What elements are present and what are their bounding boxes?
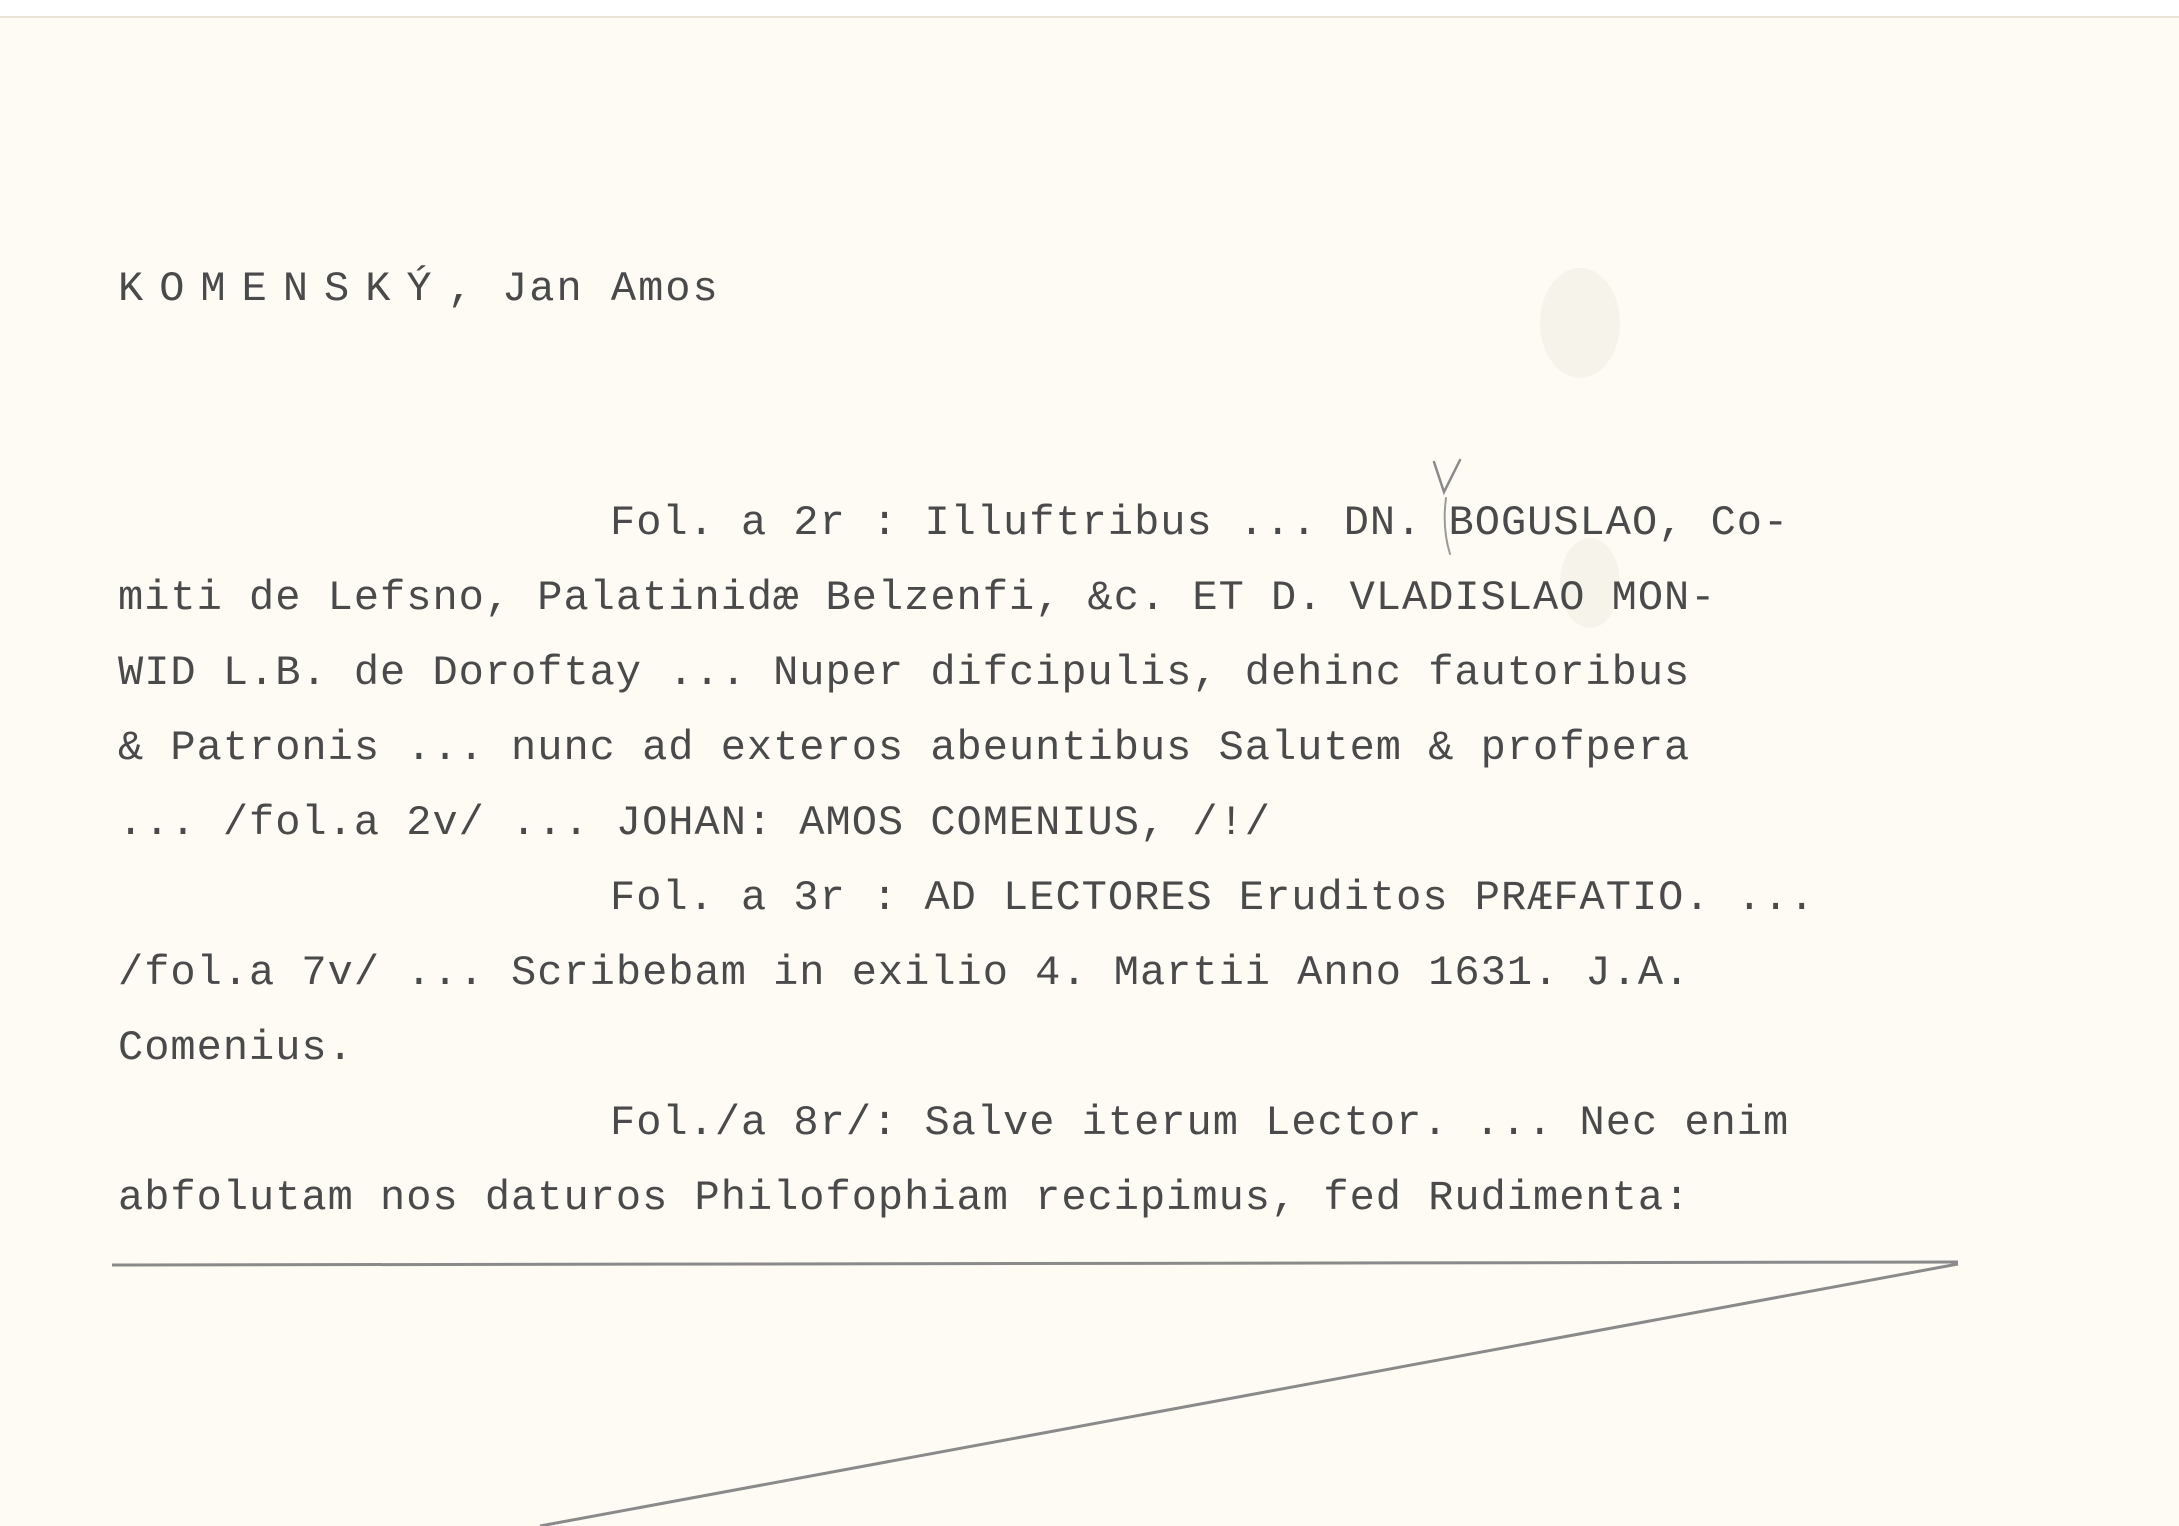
- heading-separator: ,: [447, 265, 475, 313]
- author-given-names: Jan Amos: [502, 265, 720, 313]
- text-line: Fol. a 3r : AD LECTORES Eruditos PRÆFATIO. ...: [610, 874, 1816, 922]
- text-line: abfolutam nos daturos Philofophiam recipimus, fed Rudimenta:: [118, 1174, 1691, 1222]
- text-line: miti de Lefsno, Palatinidæ Belzenfi, &c. ET D. VLADISLAO MON-: [118, 574, 1717, 622]
- text-line: ... /fol.a 2v/ ... JOHAN: AMOS COMENIUS, /!/: [118, 799, 1271, 847]
- pencil-rule-lines: [0, 18, 2179, 1526]
- text-line: Fol./a 8r/: Salve iterum Lector. ... Nec enim: [610, 1099, 1790, 1147]
- author-surname: KOMENSKÝ: [118, 265, 448, 313]
- diagonal-rule: [540, 1264, 1958, 1526]
- text-line: Comenius.: [118, 1024, 354, 1072]
- underline-rule: [112, 1262, 1958, 1265]
- text-line: Fol. a 2r : Illuftribus ... DN. BOGUSLAO, Co-: [610, 499, 1790, 547]
- text-line: & Patronis ... nunc ad exteros abeuntibus Salutem & profpera: [118, 724, 1691, 772]
- catalog-card: [0, 16, 2179, 1526]
- text-line: WID L.B. de Doroftay ... Nuper difcipulis, dehinc fautoribus: [118, 649, 1691, 697]
- text-line: /fol.a 7v/ ... Scribebam in exilio 4. Martii Anno 1631. J.A.: [118, 949, 1691, 997]
